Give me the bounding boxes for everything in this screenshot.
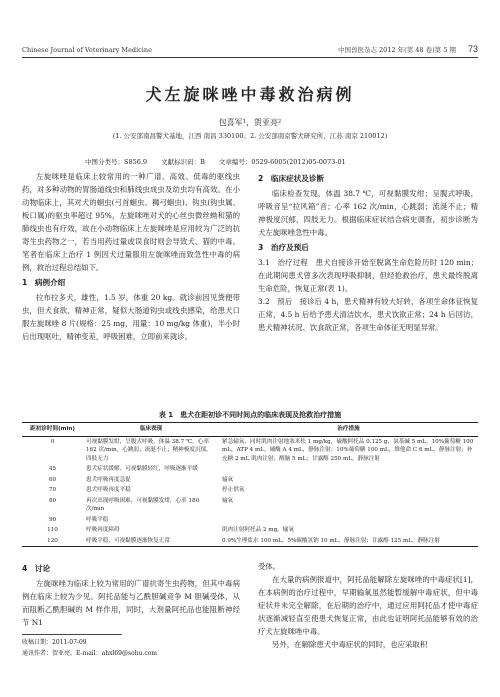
header-sign: 临床表现: [83, 423, 219, 437]
issue-info: [338, 44, 478, 54]
section-3-1: 3.1 治疗过程 患犬自接诊开始至脱离生命危险历时 120 min；在此期间患犬曾多次表现呼吸抑制，但经抢救治疗，患犬最终脱离生命危险，恢复正常(表 1)。: [258, 258, 478, 293]
time-cell: 80: [48, 497, 57, 504]
section-2-heading: 2 临床症状及诊断: [258, 174, 325, 183]
running-header: [22, 44, 478, 54]
table-row: [22, 525, 478, 536]
affiliation: (1. 公安部南昌警犬基地，江西 南昌 330100；2. 公安部南京警犬研究所，江苏 南京 210012): [112, 132, 388, 140]
time-cell: 0: [50, 438, 55, 445]
section-1-body: 拉布拉多犬，雄性，1.5 岁，体重 20 kg。就诊前因见粪便带虫，但犬食欲、精神正常，疑似大肠道钩虫或线虫感染，给患犬口服左旋咪唑 8 片(规格：25 mg，用量：10 mg/kg 体重)，半小时后出现呕吐，精神变差，呼吸困难，立即前来就诊。: [22, 293, 240, 341]
continued-text: 受体。: [258, 562, 281, 571]
intro-paragraph: 左旋咪唑是临床上较常用的一种广谱、高效、低毒的驱线虫药，对多种动物的胃肠道线虫和肺线虫成虫及幼虫均有高效。在小动物临床上，其对犬的蛔虫(弓首蛔虫、狮弓蛔虫)、钩虫(钩虫属、板口属)的驱虫率超过 95%，左旋咪唑对犬的心丝虫微丝蚴和猫的肺线虫也有疗效，故在小动物临床上左旋咪唑是应用较为广泛的抗寄生虫药物之一，若当用药过量或误食时则会导致犬、猫的中毒。笔者在临床上治疗 1 例因犬过量服用左旋咪唑而致急性中毒的病例，救治过程总结如下。: [22, 172, 240, 272]
page-number: 73: [467, 44, 478, 54]
table-caption: 表 1 患犬在距初诊不同时间点的临床表现及抢救治疗措施: [158, 411, 342, 419]
section-4-heading: 4 讨论: [22, 564, 51, 573]
treatment-cell: 紧急输氧，同时肌肉注射地塞米松 1 mg/kg，硫酸阿托品 0.125 g，氨茶碱 5 mL，10%葡萄糖 100 mL，ATP 4 mL，辅酶 A 4 mL，静脉注射；10%葡萄糖 100 mL，维他命 C 6 mL，静脉注射；补充糖 2 mL 肌肉注射；醒脑 5 mL；甘露醇 250 mL，静脉注射: [222, 438, 474, 462]
discussion-continued: [258, 560, 478, 651]
authors: 包喜军¹，贺亚亮²: [218, 118, 282, 127]
sign-cell: 患犬呼吸再度平稳: [86, 487, 131, 493]
time-cell: 60: [48, 476, 57, 483]
document-code: 文献标识码：B: [161, 158, 205, 166]
table-row: [22, 464, 478, 475]
treatment-cell: 输氧: [222, 497, 234, 504]
corresponding-author: 通讯作者：贺亚亮，E-mail：ahxl69@sohu.com: [22, 650, 157, 657]
time-cell: 110: [47, 527, 58, 533]
time-cell: 70: [48, 487, 57, 493]
sign-cell: 患犬症状缓解，可视黏膜轻红，呼吸逐渐平缓: [86, 466, 198, 472]
table-row: [22, 536, 478, 547]
treatment-cell: 输氧: [222, 476, 234, 483]
sign-cell: 可视黏膜发绀，呈腹式呼吸，体温 38.7 ℃，心率 162 次/min，心跳弱；流涎不止；精神极度沉郁，四肢无力: [86, 438, 212, 462]
received-date: 收稿日期：2011-07-09: [22, 639, 87, 646]
table-row: [22, 436, 478, 464]
treatment-table: [22, 422, 478, 547]
discussion-paragraph-2: 在大量的病例报道中，阿托品能解除左旋咪唑的中毒症状[1]，在本病例的治疗过程中，早期输氧虽然能暂缓解中毒症状，但中毒症状并未完全解除，在后期的治疗中，通过应用阿托品才使中毒症状逐渐减轻直至使患犬恢复正常，由此也证明阿托品能够有效的治疗犬左旋咪唑中毒。: [258, 575, 478, 636]
section-3-2: 3.2 预后 接诊后 4 h，患犬精神有较大好转，各项生命体征恢复正常，4.5 h 后给予患犬清洁饮水，患犬饮欲正常；24 h 后回访，患犬精神状况、饮食欲正常，各项生命体征无明显异常。: [258, 297, 478, 332]
sign-cell: 呼吸再度障碍: [86, 527, 120, 533]
left-column: [22, 170, 240, 343]
time-cell: 45: [48, 466, 57, 472]
treatment-cell: 肌肉注射阿托品 2 mg，输氧: [222, 527, 294, 533]
footnote-rule: [22, 634, 122, 635]
time-cell: 120: [22, 536, 83, 547]
section-3-heading: 3 治疗及预后: [258, 243, 309, 252]
treatment-cell: 0.9%生理盐水 100 mL，5%碳酸氢钠 10 mL，静脉注射；甘露醇 125 mL，静脉注射: [219, 536, 478, 547]
section-1-heading: 1 病例介绍: [22, 278, 66, 287]
treatment-cell: 停止供氧: [222, 487, 245, 493]
header-treatment: 治疗措施: [219, 423, 478, 437]
treatment-cell: [219, 515, 478, 526]
table-body: [22, 436, 478, 547]
clc-number: 中图分类号：S856.9: [85, 158, 148, 166]
right-column: [258, 170, 478, 334]
article-title: 犬左旋咪唑中毒救治病例: [145, 85, 355, 104]
discussion-column: [22, 560, 240, 629]
sign-cell: 呼吸平稳: [86, 516, 109, 523]
footnote: [22, 637, 157, 659]
table-row: [22, 485, 478, 496]
journal-name-cn: 中国兽医杂志 2012 年(第 48 卷)第 5 期: [337, 46, 456, 54]
header-rule: [22, 57, 478, 58]
table-row: [22, 496, 478, 515]
discussion-paragraph-3: 另外，在解除患犬中毒症状的同时，也应采取积: [272, 640, 428, 649]
table-row: [22, 515, 478, 526]
article-number: 文章编号：0529-6005(2012)05-0073-01: [218, 158, 346, 166]
sign-cell: 呼吸平稳，可视黏膜逐渐恢复正常: [83, 536, 219, 547]
section-4-body: 左旋咪唑为临床上较为常用的广谱抗寄生虫药物，但其中毒病例在临床上较为少见。阿托品能与乙酰胆碱竞争 M 胆碱受体，从而阻断乙酰胆碱的 M 样作用，同时，大剂量阿托品也能阻断神经节 N1: [22, 579, 240, 627]
journal-name-en: Chinese Journal of Veterinary Medicine: [22, 46, 152, 54]
treatment-cell: [219, 464, 478, 475]
table-row: [22, 475, 478, 486]
header-time: 距初诊时间(min): [22, 423, 83, 437]
sign-cell: 患犬呼吸再度急促: [86, 476, 131, 483]
time-cell: 90: [48, 516, 57, 523]
classification-meta: [85, 157, 460, 166]
table-header-row: [22, 423, 478, 437]
sign-cell: 再次出现呼吸困难，可视黏膜发绀，心率 180 次/min: [86, 497, 200, 512]
section-2-body: 临床检查发现，体温 38.7 ℃，可视黏膜发绀；呈腹式呼吸，呼吸音呈“拉风箱”音；心率 162 次/min，心跳弱；流涎不止；精神极度沉郁，四肢无力。根据临床症状结合病史调查，初步诊断为犬左旋咪唑急性中毒。: [258, 189, 478, 237]
